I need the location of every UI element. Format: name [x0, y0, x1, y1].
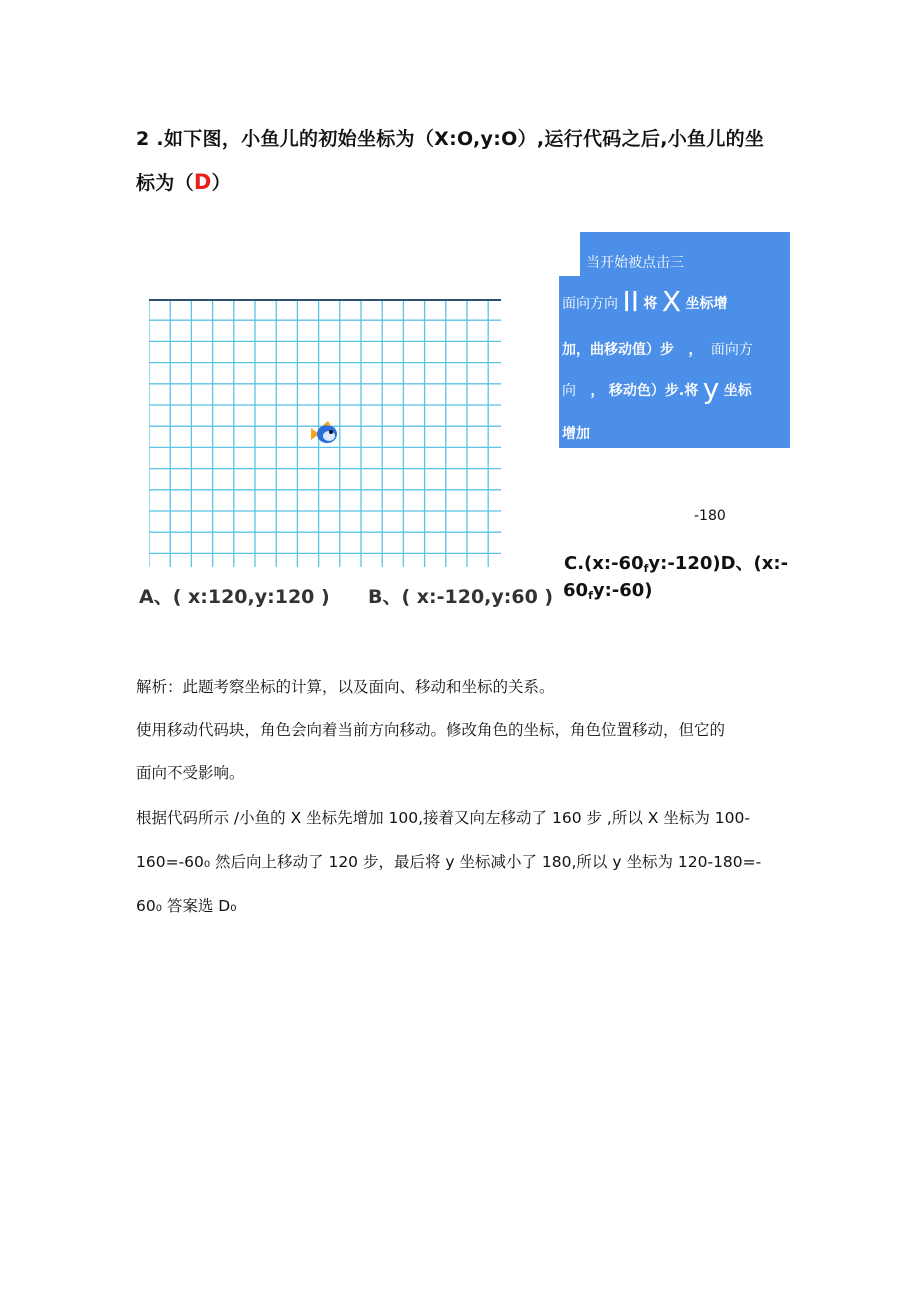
answer-letter: D: [193, 170, 212, 194]
code-top-label: 当开始被点击三: [586, 255, 684, 271]
value-neg-180: -180: [694, 508, 726, 524]
code-row-1-axis: X: [661, 285, 682, 318]
explanation-line-6: 60₀ 答案选 D₀: [136, 897, 237, 915]
code-row-3: [562, 372, 752, 405]
question-suffix: ）: [211, 172, 231, 194]
option-c-part-2: y:-120)D、(x:-: [648, 553, 789, 574]
code-row-3-dir: 向: [562, 383, 576, 399]
code-row-2-tail: 面向方: [710, 342, 753, 358]
option-d-part-2: y:-60): [592, 580, 653, 601]
code-row-1-param: II: [622, 285, 639, 318]
option-d-line-2: [563, 580, 653, 602]
question-line-1: 2 .如下图，小鱼儿的初始坐标为（X:O,y:O）,运行代码之后,小鱼儿的坐: [136, 128, 765, 150]
code-row-3-tail: 坐标: [723, 383, 752, 399]
explanation-line-5: 160=-60₀ 然后向上移动了 120 步，最后将 y 坐标减小了 180,所以 y 坐标为 120-180=-: [136, 853, 762, 871]
code-row-1-tail: 坐标增: [685, 296, 728, 312]
code-row-3-axis: y: [702, 372, 720, 405]
question-line-2: [136, 168, 231, 195]
option-a: A、( x:120,y:120 ): [139, 586, 330, 608]
option-d-sub: f: [588, 589, 593, 602]
code-row-2-text: 加，曲移动值）步: [562, 342, 674, 358]
explanation-line-1: 解析：此题考察坐标的计算，以及面向、移动和坐标的关系。: [136, 678, 555, 696]
code-row-2-comma: ，: [688, 342, 703, 358]
grid-svg: [149, 299, 501, 567]
explanation-line-4: 根据代码所示 /小鱼的 X 坐标先增加 100,接着又向左移动了 160 步 ,所以 X 坐标为 100-: [136, 809, 750, 827]
question-prefix: 标为（: [136, 172, 194, 194]
option-c-sub: f: [643, 562, 649, 575]
code-row-1-text: 面向方向: [562, 296, 618, 312]
explanation-line-2: 使用移动代码块，角色会向着当前方向移动。修改角色的坐标，角色位置移动，但它的: [136, 721, 726, 739]
code-row-1-verb: 将: [643, 296, 658, 312]
option-c-part-1: C.(x:-60: [564, 553, 644, 574]
explanation-line-3: 面向不受影响。: [136, 764, 245, 782]
code-row-3-comma: ，: [590, 383, 605, 399]
code-row-4: 增加: [562, 426, 590, 442]
code-row-1: [562, 285, 728, 318]
option-d-part-1: 60: [563, 580, 589, 601]
code-block-when-clicked: [580, 232, 790, 276]
option-b: B、( x:-120,y:60 ): [368, 586, 554, 608]
code-block-stack: [559, 276, 790, 448]
option-c-line-1: [564, 549, 788, 575]
code-row-3-text: 移动色）步.将: [608, 383, 699, 399]
code-row-2: [562, 339, 753, 359]
stage-grid: [149, 299, 501, 567]
